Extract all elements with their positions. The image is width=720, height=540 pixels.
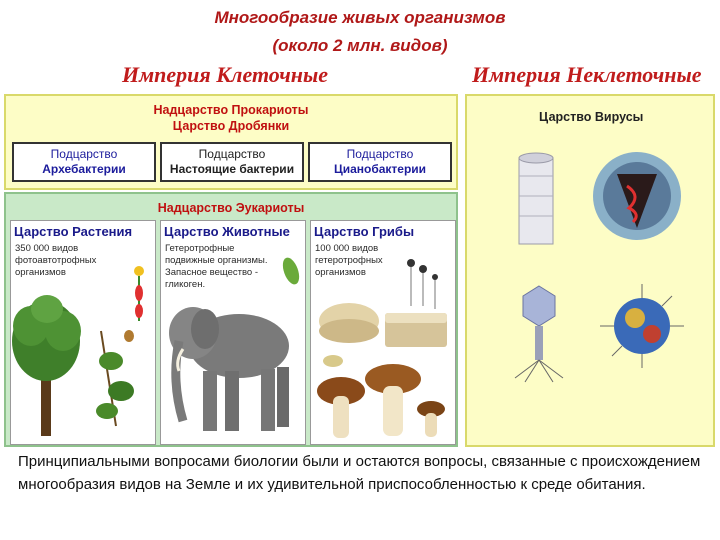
subkingdom-label: Подцарство (346, 147, 414, 161)
mushrooms-illustration (311, 221, 455, 444)
kingdom-plants-title: Царство Растения (14, 224, 133, 239)
subkingdom-label: Подцарство (50, 147, 118, 161)
subkingdom-name: Цианобактерии (333, 162, 427, 176)
subkingdom-name: Архебактерии (42, 162, 126, 176)
prokaryotes-panel (4, 94, 458, 190)
empire-cellular-label: Империя Клеточные (122, 62, 328, 87)
subkingdom-label: Подцарство (198, 147, 266, 161)
kingdom-fungi-title: Царство Грибы (314, 224, 415, 239)
subkingdom-archaebacteria (12, 142, 156, 182)
eukaryotes-superkingdom: Надцарство Эукариоты (157, 201, 305, 215)
kingdom-animals-desc: Гетеротрофные подвижные организмы. Запасное вещество - гликоген. (165, 243, 268, 290)
kingdom-plants-desc: 350 000 видов фотоавтотрофных организмов (15, 243, 97, 278)
plants-illustration (11, 221, 155, 444)
kingdom-animals-title: Царство Животные (164, 224, 290, 239)
subkingdom-cyanobacteria (308, 142, 452, 182)
slide-subtitle: (около 2 млн. видов) (272, 36, 448, 55)
kingdom-fungi-card (310, 220, 456, 445)
eukaryotes-panel (4, 192, 458, 447)
prokaryotes-superkingdom: Надцарство Прокариоты (153, 103, 309, 117)
slide-body-text: Принципиальными вопросами биологии были и остаются вопросы, связанные с происхождением многообразия видов на Земле и их удивительной приспособленностью к среде обитания. (18, 453, 701, 493)
viruses-illustration (467, 96, 713, 445)
empire-noncellular-label: Империя Неклеточные (472, 62, 702, 87)
kingdom-fungi-desc: 100 000 видов гетеротрофных организмов (315, 243, 383, 278)
slide-title: Многообразие живых организмов (214, 8, 506, 27)
prokaryotes-kingdom: Царство Дробянки (172, 119, 290, 133)
elephant-illustration (161, 221, 305, 444)
kingdom-plants-card (10, 220, 156, 445)
subkingdom-true-bacteria (160, 142, 304, 182)
subkingdom-name: Настоящие бактерии (169, 162, 295, 176)
viruses-panel (465, 94, 715, 447)
viruses-kingdom-title: Царство Вирусы (539, 110, 644, 124)
kingdom-animals-card (160, 220, 306, 445)
